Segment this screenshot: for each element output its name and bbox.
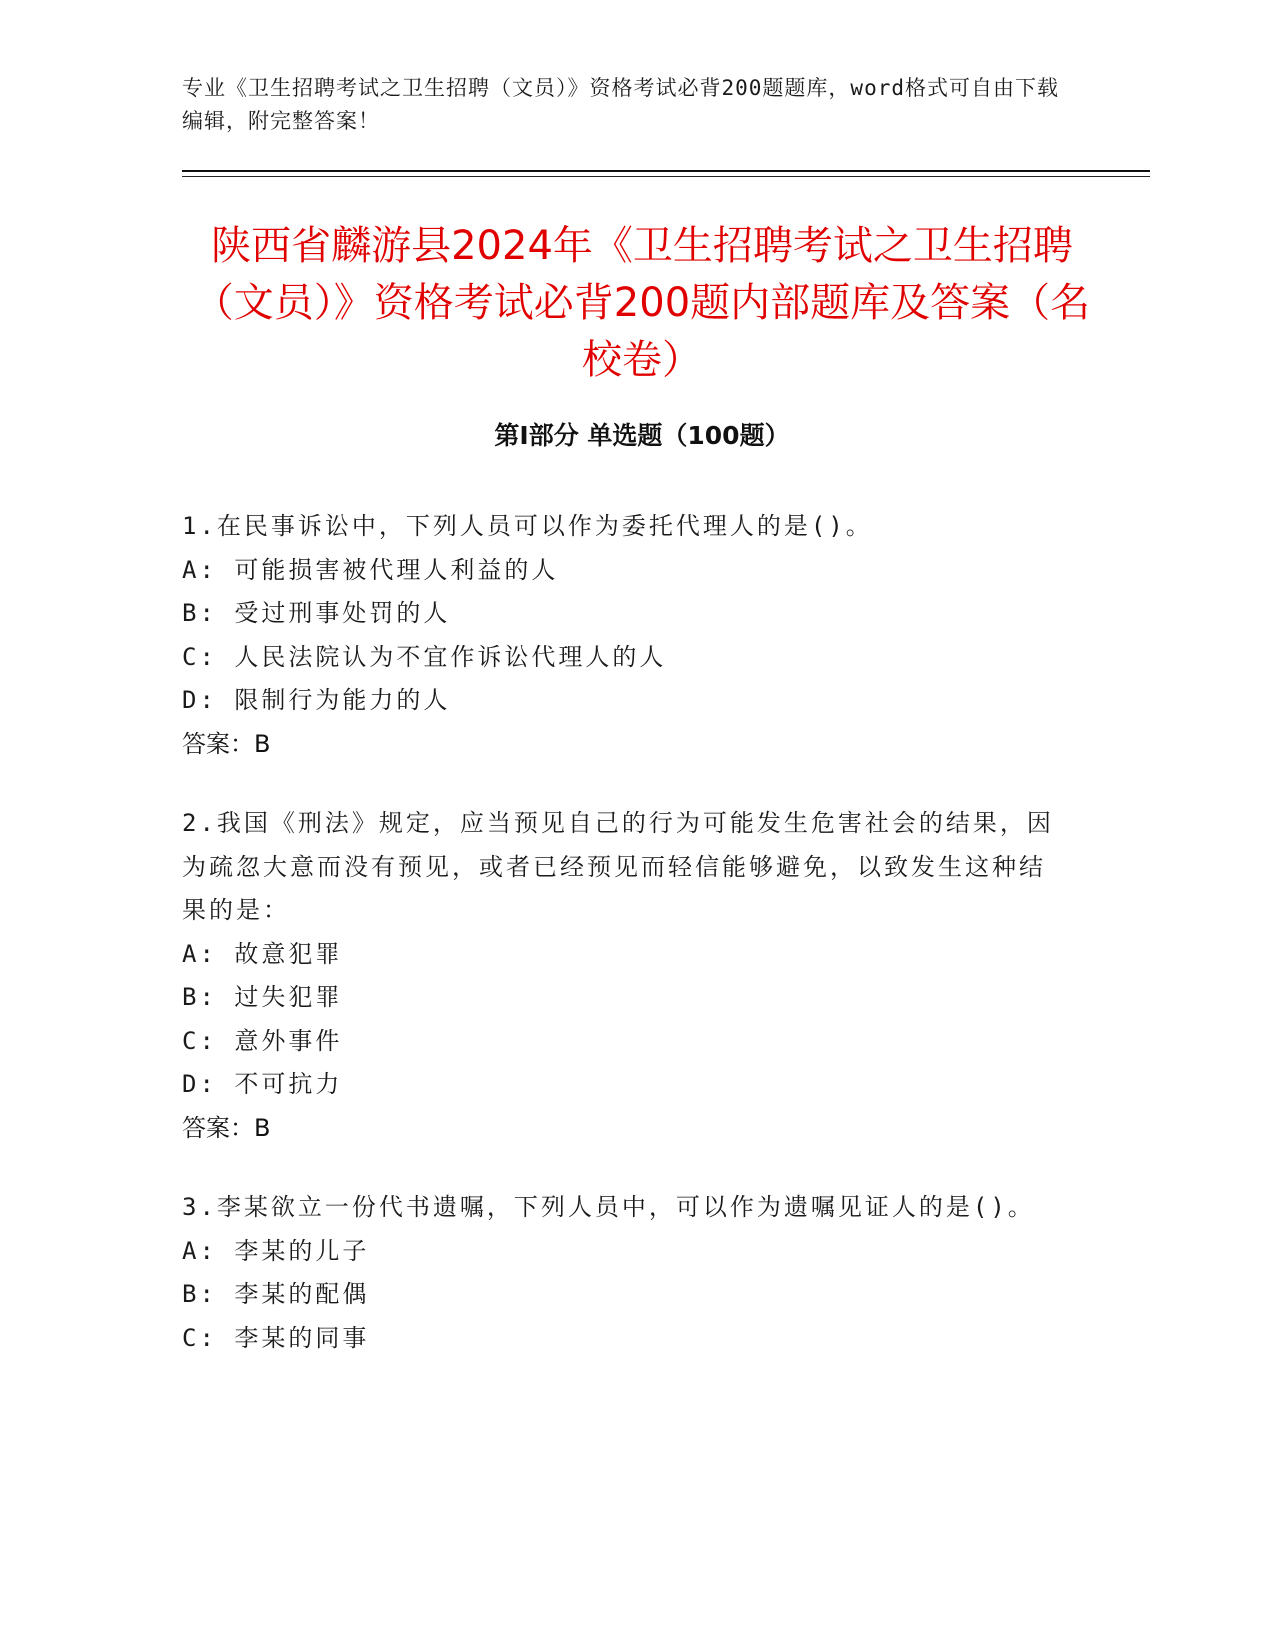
header-rule-thin — [182, 176, 1150, 177]
document-title: 陕西省麟游县2024年《卫生招聘考试之卫生招聘（文员）》资格考试必背200题内部题库及答案（名校卷） — [193, 223, 1091, 383]
option-c: C: 李某的同事 — [182, 1323, 370, 1352]
question-stem: 1.在民事诉讼中，下列人员可以作为委托代理人的是()。 — [182, 512, 873, 540]
question-list — [182, 505, 1062, 1396]
answer: 答案：B — [182, 729, 271, 758]
option-a: A: 李某的儿子 — [182, 1236, 370, 1265]
section-title: 第Ⅰ部分 单选题（100题） — [494, 421, 790, 450]
answer: 答案：B — [182, 1113, 271, 1142]
option-a: A: 可能损害被代理人利益的人 — [182, 555, 559, 584]
question-stem: 2.我国《刑法》规定，应当预见自己的行为可能发生危害社会的结果，因为疏忽大意而没有预见，或者已经预见而轻信能够避免，以致发生这种结果的是： — [182, 809, 1054, 924]
header-rule-thick — [182, 170, 1150, 172]
question-stem: 3.李某欲立一份代书遗嘱，下列人员中，可以作为遗嘱见证人的是()。 — [182, 1193, 1035, 1221]
option-d: D: 限制行为能力的人 — [182, 686, 451, 714]
option-c: C: 人民法院认为不宜作诉讼代理人的人 — [182, 642, 667, 671]
option-b: B: 李某的配偶 — [182, 1280, 370, 1308]
header-note: 专业《卫生招聘考试之卫生招聘（文员）》资格考试必背200题题库，word格式可自由下载编辑，附完整答案！ — [182, 76, 1059, 133]
option-c: C: 意外事件 — [182, 1026, 343, 1055]
option-b: B: 过失犯罪 — [182, 983, 343, 1011]
question-2 — [182, 802, 1062, 1150]
question-3 — [182, 1186, 1062, 1360]
option-d: D: 不可抗力 — [182, 1070, 343, 1098]
option-a: A: 故意犯罪 — [182, 939, 343, 968]
question-1 — [182, 505, 1062, 766]
option-b: B: 受过刑事处罚的人 — [182, 599, 451, 627]
